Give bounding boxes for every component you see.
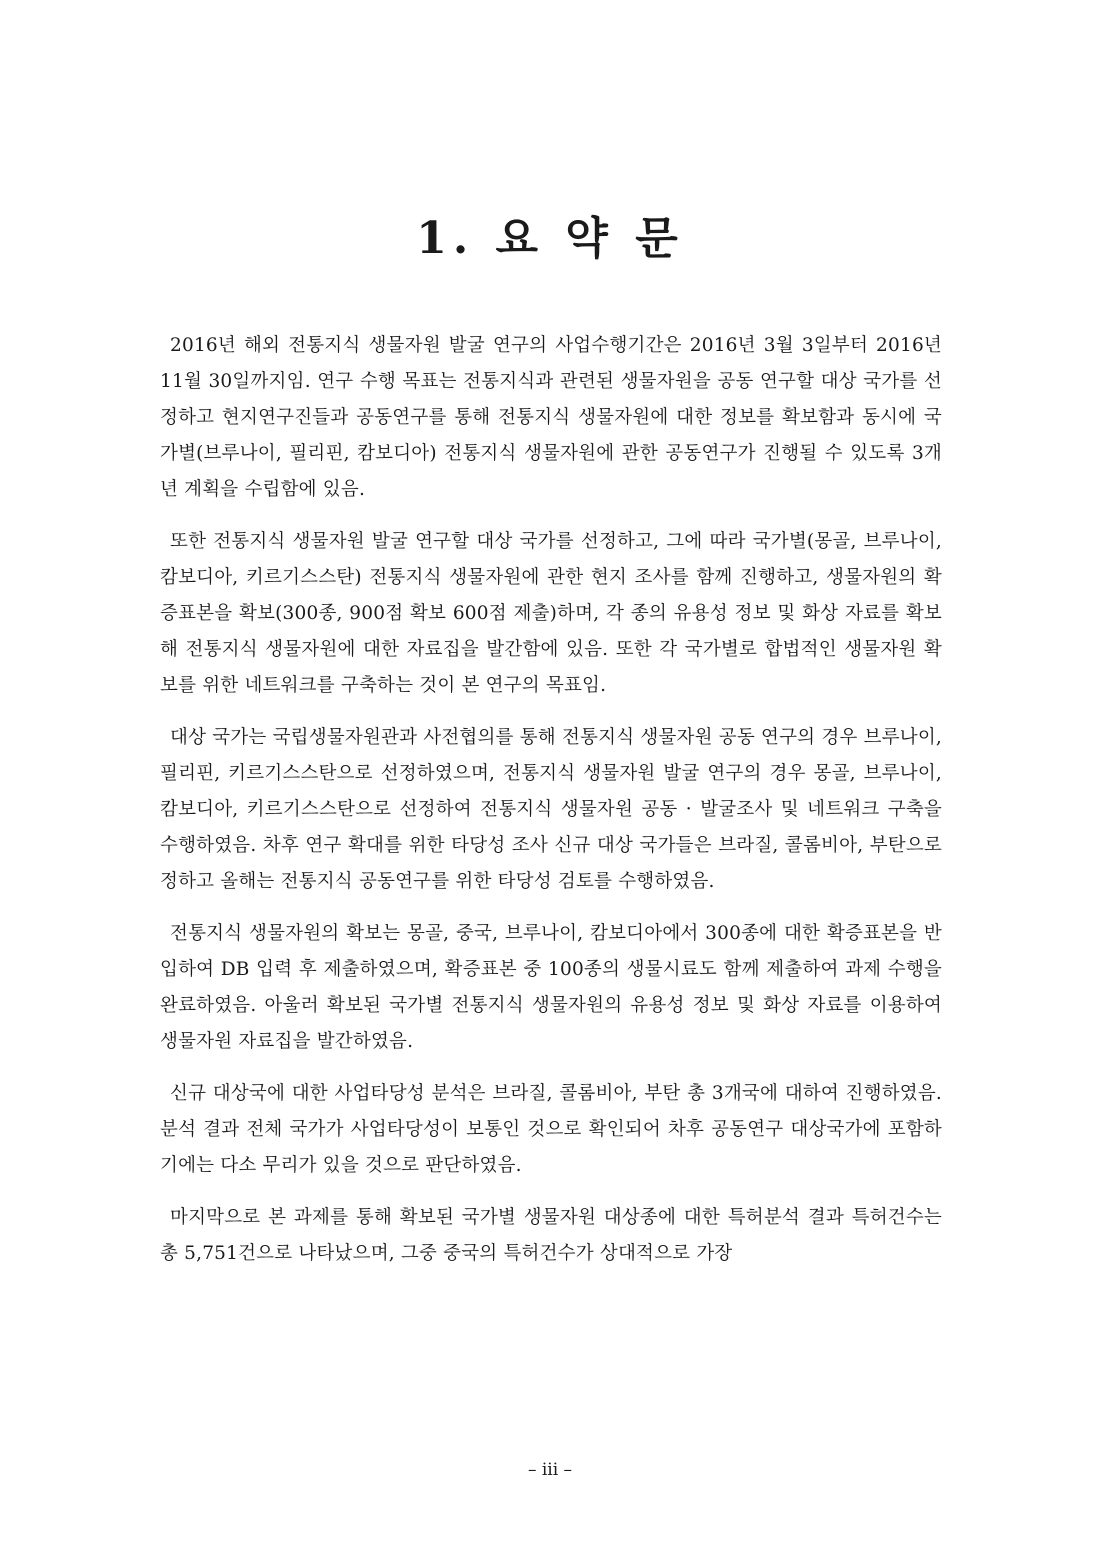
paragraph-3: 대상 국가는 국립생물자원관과 사전협의를 통해 전통지식 생물자원 공동 연구의 경우 브루나이, 필리핀, 키르기스스탄으로 선정하였으며, 전통지식 생물자원 발굴 연구의 경우 몽골, 브루나이, 캄보디아, 키르기스스탄으로 선정하여 전통지식 생물자원 공동 · 발굴조사 및 네트워크 구축을 수행하였음. 차후 연구 확대를 위한 타당성 조사 신규 대상 국가들은 브라질, 콜롬비아, 부탄으로 정하고 올해는 전통지식 공동연구를 위한 타당성 검토를 수행하였음. (160, 727, 942, 892)
paragraph-5: 신규 대상국에 대한 사업타당성 분석은 브라질, 콜롬비아, 부탄 총 3개국에 대하여 진행하였음. 분석 결과 전체 국가가 사업타당성이 보통인 것으로 확인되어 차후 공동연구 대상국가에 포함하기에는 다소 무리가 있을 것으로 판단하였음. (160, 1083, 942, 1176)
summary-body (160, 328, 942, 1288)
page-number: – iii – (527, 1460, 573, 1480)
paragraph-6: 마지막으로 본 과제를 통해 확보된 국가별 생물자원 대상종에 대한 특허분석 결과 특허건수는 총 5,751건으로 나타났으며, 그중 중국의 특허건수가 상대적으로 가장 (160, 1207, 942, 1264)
paragraph-1: 2016년 해외 전통지식 생물자원 발굴 연구의 사업수행기간은 2016년 3월 3일부터 2016년 11월 30일까지임. 연구 수행 목표는 전통지식과 관련된 생물자원을 공동 연구할 대상 국가를 선정하고 현지연구진들과 공동연구를 통해 전통지식 생물자원에 대한 정보를 확보함과 동시에 국가별(브루나이, 필리핀, 캄보디아) 전통지식 생물자원에 관한 공동연구가 진행될 수 있도록 3개년 계획을 수립함에 있음. (160, 335, 942, 500)
page-title: 1. 요 약 문 (416, 213, 684, 265)
paragraph-4: 전통지식 생물자원의 확보는 몽골, 중국, 브루나이, 캄보디아에서 300종에 대한 확증표본을 반입하여 DB 입력 후 제출하였으며, 확증표본 중 100종의 생물시료도 함께 제출하여 과제 수행을 완료하였음. 아울러 확보된 국가별 전통지식 생물자원의 유용성 정보 및 화상 자료를 이용하여 생물자원 자료집을 발간하였음. (160, 923, 942, 1052)
paragraph-2: 또한 전통지식 생물자원 발굴 연구할 대상 국가를 선정하고, 그에 따라 국가별(몽골, 브루나이, 캄보디아, 키르기스스탄) 전통지식 생물자원에 관한 현지 조사를 함께 진행하고, 생물자원의 확증표본을 확보(300종, 900점 확보 600점 제출)하며, 각 종의 유용성 정보 및 화상 자료를 확보해 전통지식 생물자원에 대한 자료집을 발간함에 있음. 또한 각 국가별로 합법적인 생물자원 확보를 위한 네트워크를 구축하는 것이 본 연구의 목표임. (160, 531, 942, 696)
